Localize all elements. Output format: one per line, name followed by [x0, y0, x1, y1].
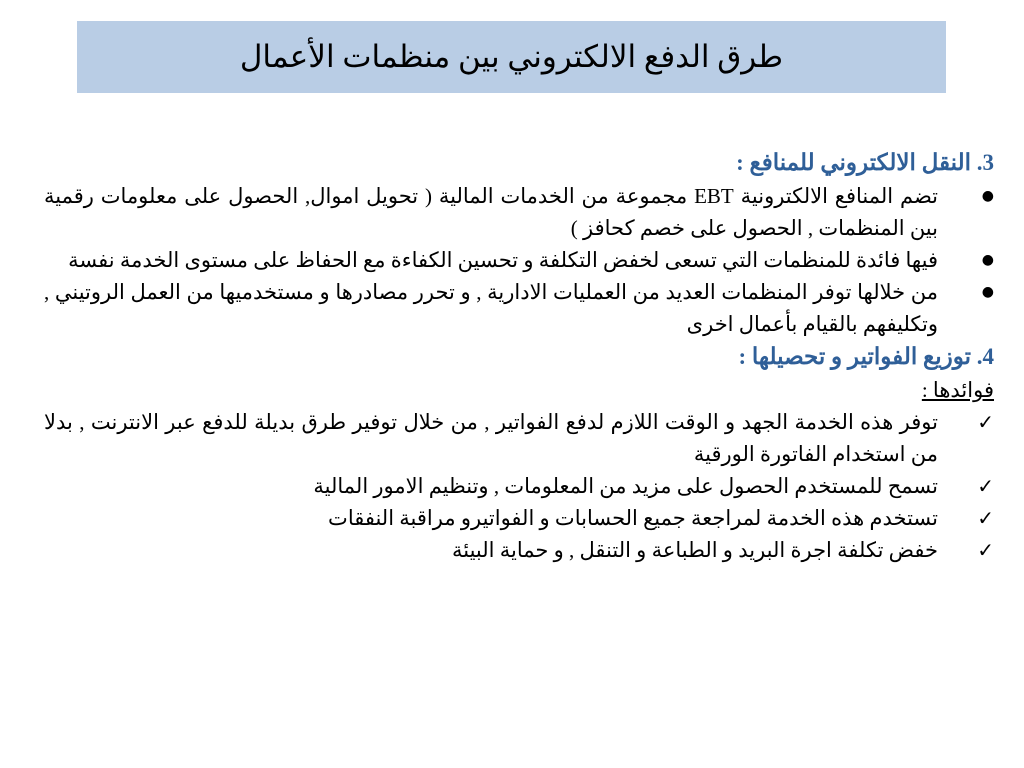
item-text: فيها فائدة للمنظمات التي تسعى لخفض التكلفة و تحسين الكفاءة مع الحفاظ على مستوى الخدمة نفسة	[68, 248, 938, 272]
slide-body	[44, 146, 994, 566]
item-text-before: تضم المنافع الالكترونية	[740, 184, 939, 208]
list-item	[44, 276, 994, 340]
section-4-heading: 4. توزيع الفواتير و تحصيلها :	[738, 344, 994, 369]
title-banner	[77, 21, 946, 93]
list-item	[44, 180, 994, 244]
section-3-heading: 3. النقل الالكتروني للمنافع :	[736, 150, 994, 175]
ebt-abbreviation: EBT	[694, 184, 734, 208]
list-item	[44, 502, 994, 534]
checkmark-icon: ✓	[977, 474, 994, 498]
list-item	[44, 470, 994, 502]
item-text: تسمح للمستخدم الحصول على مزيد من المعلومات , وتنظيم الامور المالية	[313, 474, 938, 498]
bullet-dot-icon: ●	[981, 284, 994, 300]
item-text: خفض تكلفة اجرة البريد و الطباعة و التنقل , و حماية البيئة	[451, 538, 938, 562]
item-text: من خلالها توفر المنظمات العديد من العمليات الادارية , و تحرر مصادرها و مستخدميها من العمل الروتيني , وتكليفهم بالقيام بأعمال اخرى	[44, 280, 938, 336]
list-item	[44, 534, 994, 566]
checkmark-icon: ✓	[977, 410, 994, 434]
list-item	[44, 406, 994, 470]
section-4-list	[44, 406, 994, 566]
checkmark-icon: ✓	[977, 538, 994, 562]
bullet-dot-icon: ●	[981, 188, 994, 204]
checkmark-icon: ✓	[977, 506, 994, 530]
item-text: تستخدم هذه الخدمة لمراجعة جميع الحسابات و الفواتيرو مراقبة النفقات	[328, 506, 938, 530]
benefits-subheading: فوائدها :	[921, 378, 994, 402]
section-3-list	[44, 180, 994, 340]
list-item	[44, 244, 994, 276]
item-text-after: مجموعة من الخدمات المالية ( تحويل اموال, الحصول على معلومات رقمية بين المنظمات , الحصول على خصم كحافز )	[44, 184, 938, 240]
item-text: توفر هذه الخدمة الجهد و الوقت اللازم لدفع الفواتير , من خلال توفير طرق بديلة للدفع عبر الانترنت , بدلا من استخدام الفاتورة الورقية	[44, 410, 938, 466]
bullet-dot-icon: ●	[981, 252, 994, 268]
page-title: طرق الدفع الالكتروني بين منظمات الأعمال	[239, 39, 784, 74]
